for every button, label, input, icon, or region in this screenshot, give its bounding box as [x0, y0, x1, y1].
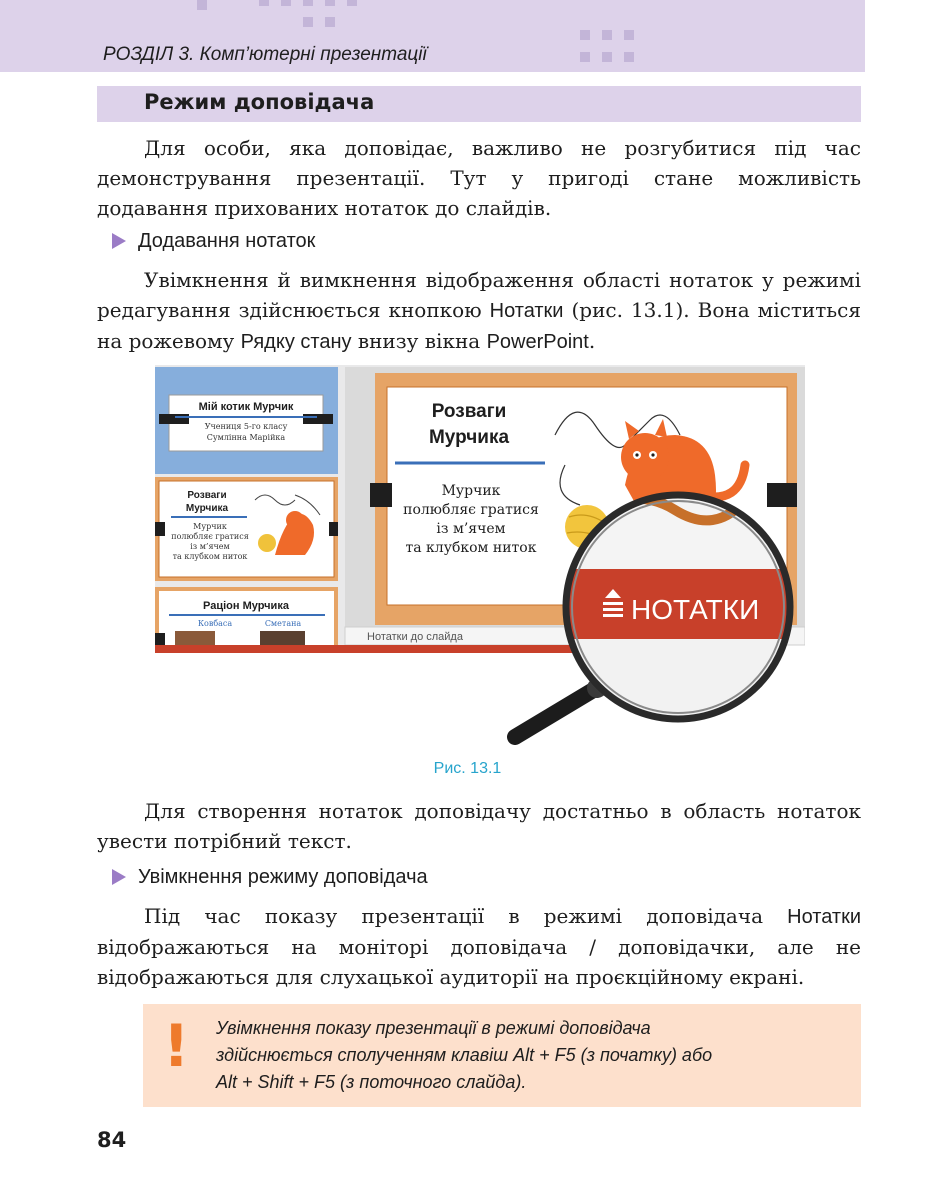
thumb3-col1: Ковбаса	[197, 619, 233, 628]
header-decor	[602, 52, 612, 62]
header-decor	[580, 52, 590, 62]
section-bar	[97, 86, 861, 122]
header-decor	[347, 0, 357, 6]
status-bar-term: Рядку стану	[240, 331, 352, 353]
header-decor	[281, 0, 291, 6]
figure-caption: Рис. 13.1	[433, 760, 502, 777]
intro-paragraph: Для особи, яка доповідає, важливо не розгубитися під час демонстрування презентації. Тут у пригоді стане можливість додавання прихованих нотаток до слайдів.	[97, 136, 861, 220]
header-decor	[325, 17, 335, 27]
slide-body-l1: Мурчик	[441, 483, 501, 499]
figure-13-1	[155, 365, 805, 745]
magnified-notes-button[interactable]: НОТАТКИ	[631, 594, 760, 625]
header-decor	[197, 0, 207, 10]
thumb2-title-l1: Розваги	[187, 490, 227, 501]
slide-body-l3: із м’ячем	[436, 521, 506, 537]
thumb3-col2: Сметана	[264, 619, 302, 628]
note-line: Увімкнення показу презентації в режимі доповідача	[216, 1018, 651, 1038]
thumb3-title: Раціон Мурчика	[203, 600, 289, 612]
note-line: здійснюється сполученням клавіш Alt + F5 (з початку) або	[216, 1045, 713, 1065]
header-decor	[303, 0, 313, 6]
subheading-label: Додавання нотаток	[138, 230, 316, 252]
subheading-presenter-mode	[112, 866, 428, 889]
note-line: Alt + Shift + F5 (з поточного слайда).	[216, 1072, 527, 1092]
slide-title-l1: Розваги	[431, 401, 507, 422]
header-decor	[602, 30, 612, 40]
app-name: PowerPoint	[486, 331, 589, 353]
subheading-label: Увімкнення режиму доповідача	[138, 866, 428, 888]
thumb2-body-l3: із м’ячем	[190, 542, 230, 551]
header-decor	[325, 0, 335, 6]
notes-placeholder: Нотатки до слайда	[367, 631, 463, 643]
header-decor	[259, 0, 269, 6]
thumb2-body-l1: Мурчик	[193, 522, 227, 531]
slide-body-l2: полюбляє гратися	[403, 502, 539, 518]
subheading-adding-notes	[112, 230, 315, 253]
status-bar	[155, 645, 595, 653]
thumb1-line1: Учениця 5-го класу	[204, 422, 288, 431]
text-run: (рис. 13.1). Вона міститься на рожевому	[97, 298, 861, 353]
slide-thumbnail-3[interactable]	[155, 587, 338, 645]
header-decor	[624, 30, 634, 40]
triangle-bullet-icon	[112, 869, 126, 885]
slide-body-l4: та клубком ниток	[405, 540, 537, 556]
slide-thumbnail-2[interactable]	[155, 477, 338, 581]
slide-thumbnail-1[interactable]	[155, 367, 338, 474]
page-number: 84	[97, 1128, 127, 1152]
text-run: Увімкнення й вимкнення відображення області нотаток у режимі редагування здійснюється кнопкою	[97, 268, 861, 322]
chapter-title: РОЗДІЛ 3. Комп’ютерні презентації	[103, 44, 427, 65]
thumb2-body-l4: та клубком ниток	[172, 552, 248, 561]
text-run: .	[588, 329, 596, 353]
thumb1-title: Мій котик Мурчик	[198, 401, 294, 413]
thumb1-line2: Сумлінна Марійка	[206, 433, 286, 442]
notes-toggle-paragraph	[97, 265, 861, 357]
notes-term: Нотатки	[787, 906, 861, 928]
exclamation-icon: !	[163, 1012, 190, 1080]
thumb2-body-l2: полюбляє гратися	[171, 532, 249, 541]
create-notes-paragraph: Для створення нотаток доповідачу достатньо в область нотаток увести потрібний текст.	[97, 799, 861, 853]
presenter-mode-paragraph	[97, 901, 861, 992]
thumb2-title-l2: Мурчика	[185, 503, 229, 514]
triangle-bullet-icon	[112, 233, 126, 249]
header-decor	[303, 17, 313, 27]
header-decor	[624, 52, 634, 62]
slide-title-l2: Мурчика	[428, 427, 510, 448]
header-decor	[580, 30, 590, 40]
text-run: відображаються на моніторі доповідача / доповідачки, але не відображаються для слухацької аудиторії на проєкційному екрані.	[97, 935, 861, 989]
text-run: Під час показу презентації в режимі доповідача	[144, 904, 788, 928]
text-run: внизу вікна	[351, 329, 487, 353]
note-text	[216, 1015, 836, 1096]
section-title: Режим доповідача	[144, 90, 375, 114]
notes-button-term: Нотатки	[489, 300, 564, 322]
note-box	[143, 1004, 861, 1107]
